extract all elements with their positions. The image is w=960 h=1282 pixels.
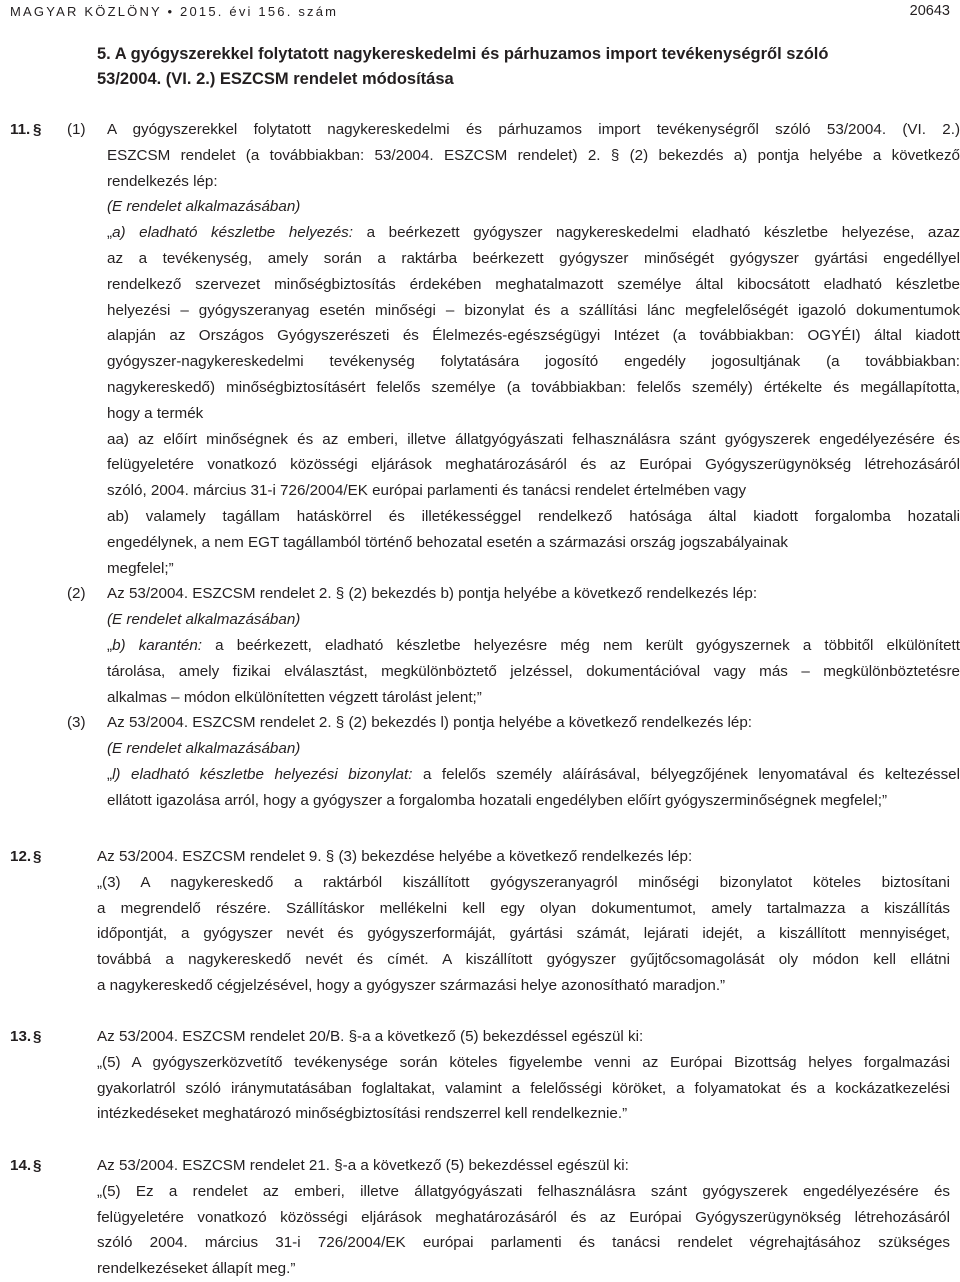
section-number: 12. [10, 848, 32, 865]
section-sign: § [33, 1028, 42, 1045]
section-number: 11. [10, 121, 31, 138]
text-line: aa) az előírt minőségnek és az emberi, illetve állatgyógyászati felhasználásra szánt gyógyszerek engedélyezésére és [107, 430, 960, 448]
applied-note: (E rendelet alkalmazásában) [107, 198, 301, 216]
section-title [97, 42, 937, 92]
subsection-body [107, 710, 960, 813]
text-line: „(5) A gyógyszerközvetítő tevékenysége során köteles figyelembe venni az Európai Bizottság helyes forgalmazási [97, 1053, 950, 1071]
definition-a-first-line: „a) eladható készletbe helyezés: a beérkezett gyógyszer nagykereskedelmi eladható készletbe helyezése, azaz [107, 224, 960, 242]
text-line: helyezési – gyógyszeranyag esetén minőségi – bizonylat és a szállítási lánc megfelelőségét igazoló dokumentumok [107, 301, 960, 319]
text-line: hogy a termék [107, 404, 204, 422]
text-line: az a tevékenység, amely során a raktárba beérkezett gyógyszer minőségét gyógyszer gyártási engedéllyel [107, 249, 960, 267]
section-body [97, 1153, 950, 1282]
text-line: rendelkezés lép: [107, 172, 218, 190]
text-line: rendelkező szervezet minőségbiztosítás érdekében meghatalmazott személye által kibocsátott eladható készletbe [107, 275, 960, 293]
text-line: Az 53/2004. ESZCSM rendelet 2. § (2) bekezdés l) pontja helyébe a következő rendelkezés lép: [107, 714, 752, 732]
definition-term: b) karantén: [112, 636, 203, 654]
applied-note: (E rendelet alkalmazásában) [107, 740, 301, 758]
subsection-number: (3) [67, 714, 86, 732]
text-line: rendelkezéseket állapít meg.” [97, 1260, 296, 1278]
definition-term: l) eladható készletbe helyezési bizonylat: [112, 765, 413, 783]
text-line: intézkedéseket meghatározó minőségbiztosítási rendszerrel kell rendelkeznie.” [97, 1105, 628, 1123]
text-line: gyógyszer-nagykereskedelmi tevékenység folytatására jogosító engedély jogosultjának (a továbbiakban: [107, 353, 960, 371]
text-line: gyakorlatról szóló iránymutatásában foglaltakat, valamint a felelősségi köröket, a folyamatokat és a kockázatkezelési [97, 1079, 950, 1097]
definition-b-first-line: „b) karantén: a beérkezett, eladható készletbe helyezésre még nem került gyógyszernek a többitől elkülönített [107, 636, 960, 654]
text-line: alkalmas – módon elkülönítetten végzett tárolást jelent;” [107, 688, 482, 706]
text-line: nagykereskedő) minőségbiztosításért felelős személye (a továbbiakban: felelős személy) értékelte és megállapította, [107, 378, 960, 396]
subsection-body [107, 581, 960, 710]
section-sign: § [33, 1157, 42, 1174]
text-line: a nagykereskedő cégjelzésével, hogy a gyógyszer származási helye azonosítható maradjon.” [97, 976, 726, 994]
text-line: „(3) A nagykereskedő a raktárból kiszállított gyógyszeranyagról minőségi bizonylatot köteles biztosítani [97, 873, 950, 891]
text-line: továbbá a nagykereskedő nevét és címét. A kiszállított gyógyszer gyűjtőcsomagolását oly módon kell ellátni [97, 951, 950, 969]
text-line: Az 53/2004. ESZCSM rendelet 2. § (2) bekezdés b) pontja helyébe a következő rendelkezés lép: [107, 585, 758, 603]
section-number: 14. [10, 1157, 32, 1174]
text-line: a megrendelő részére. Szállításkor mellékelni kell egy olyan dokumentumot, amely tartalmazza a kiszállítás [97, 899, 950, 917]
journal-title: MAGYAR KÖZLÖNY • 2015. évi 156. szám [10, 4, 339, 19]
definition-l-first-line: „l) eladható készletbe helyezési bizonylat: a felelős személy aláírásával, bélyegzőjének lenyomatával és keltezéssel [107, 765, 960, 783]
text-line: A gyógyszerekkel folytatott nagykereskedelmi és párhuzamos import tevékenységről szóló 53/2004. (VI. 2.) [107, 121, 960, 138]
text-line: felügyeletére vonatkozó közösségi eljárások meghatározásáról és az Európai Gyógyszerügynökség létrehozásáról [97, 1208, 950, 1226]
text-line: ab) valamely tagállam hatáskörrel és illetékességgel rendelkező hatósága által kiadott forgalomba hozatali [107, 507, 960, 525]
text-line: engedélynek, a nem EGT tagállamból történő behozatal esetén a származási ország jogszabályainak [107, 533, 789, 551]
text-line: időpontját, a gyógyszer nevét és gyógyszerformáját, gyártási számát, lejárati idejét, a kiszállított mennyiséget, [97, 925, 950, 943]
section-body [97, 844, 950, 999]
text-line: „(5) Ez a rendelet az emberi, illetve állatgyógyászati felhasználásra szánt gyógyszerek engedélyezésére és [97, 1182, 950, 1200]
text-line: Az 53/2004. ESZCSM rendelet 21. §-a a következő (5) bekezdéssel egészül ki: [97, 1157, 629, 1174]
title-line-2: 53/2004. (VI. 2.) ESZCSM rendelet módosítása [97, 70, 454, 88]
text-line: Az 53/2004. ESZCSM rendelet 9. § (3) bekezdése helyébe a következő rendelkezés lép: [97, 848, 693, 865]
text-line: szóló 2004. március 31-i 726/2004/EK európai parlamenti és tanácsi rendelet végrehajtásához szükséges [97, 1234, 950, 1252]
text-line: ellátott igazolása arról, hogy a gyógyszer a forgalomba hozatali engedélyben előírt gyógyszerminőségnek megfelel;” [107, 791, 888, 809]
section-number: 13. [10, 1028, 32, 1045]
text-line: Az 53/2004. ESZCSM rendelet 20/B. §-a a következő (5) bekezdéssel egészül ki: [97, 1028, 644, 1045]
text-line: szóló, 2004. március 31-i 726/2004/EK európai parlamenti és tanácsi rendelet értelmében vagy [107, 482, 747, 500]
text-line: alapján az Országos Gyógyszerészeti és Élelmezés-egészségügyi Intézet (a továbbiakban: OGYÉI) által kiadott [107, 327, 960, 345]
title-line-1: 5. A gyógyszerekkel folytatott nagykereskedelmi és párhuzamos import tevékenységről szóló [97, 45, 829, 63]
section-sign: § [33, 121, 42, 138]
text-line: tárolása, amely fizikai elválasztást, megkülönböztető jelzéssel, dokumentációval vagy más – megkülönböztetésre [107, 662, 960, 680]
page-header [10, 4, 950, 26]
text-line: megfelel;” [107, 559, 174, 577]
section-body [97, 1024, 950, 1127]
text-line: felügyeletére vonatkozó közösségi eljárások meghatározásáról és az Európai Gyógyszerügynökség létrehozásáról [107, 456, 960, 474]
subsection-number: (1) [67, 121, 86, 138]
definition-term: a) eladható készletbe helyezés: [112, 224, 353, 242]
subsection-body [107, 117, 960, 581]
page-number: 20643 [909, 3, 950, 19]
subsection-number: (2) [67, 585, 86, 603]
section-sign: § [33, 848, 42, 865]
applied-note: (E rendelet alkalmazásában) [107, 611, 301, 629]
text-line: ESZCSM rendelet (a továbbiakban: 53/2004. ESZCSM rendelet) 2. § (2) bekezdés a) pontja helyébe a következő [107, 146, 960, 164]
